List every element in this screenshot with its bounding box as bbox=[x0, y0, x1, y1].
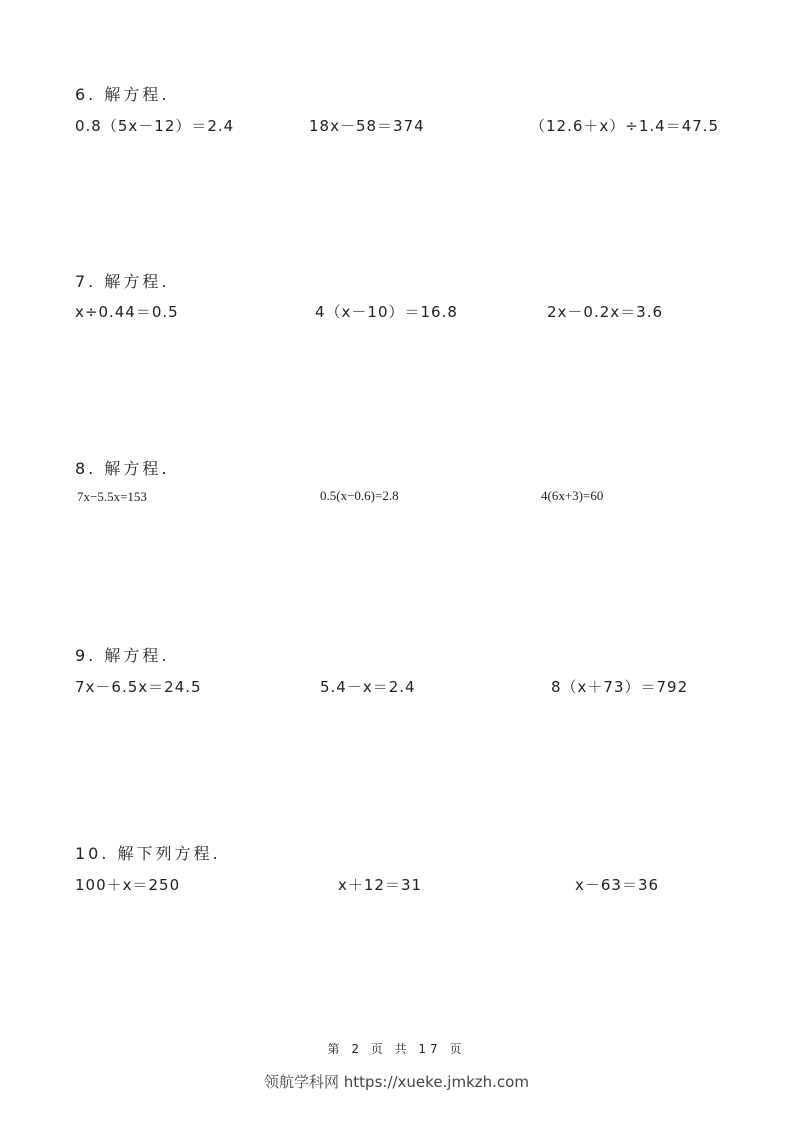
problem-8-equation-3: 4(6x+3)=60 bbox=[541, 488, 604, 503]
problem-8-heading: 8. 解方程. bbox=[75, 459, 170, 478]
problem-7-equation-3: 2x－0.2x＝3.6 bbox=[547, 303, 664, 321]
problem-9-equation-1: 7x－6.5x＝24.5 bbox=[75, 678, 202, 696]
problem-9-equation-3: 8（x＋73）＝792 bbox=[551, 678, 689, 696]
problem-7-equation-2: 4（x－10）＝16.8 bbox=[315, 303, 458, 321]
site-watermark: 领航学科网 https://xueke.jmkzh.com bbox=[264, 1073, 529, 1091]
problem-8-equation-1: 7x−5.5x=153 bbox=[77, 489, 147, 504]
problem-9-equation-2: 5.4－x＝2.4 bbox=[320, 678, 416, 696]
problem-9-heading: 9. 解方程. bbox=[75, 646, 170, 665]
page-number-footer: 第 2 页 共 17 页 bbox=[327, 1042, 466, 1056]
problem-10-heading: 10. 解下列方程. bbox=[75, 844, 221, 863]
problem-10-equation-3: x－63＝36 bbox=[575, 876, 660, 894]
problem-7-heading: 7. 解方程. bbox=[75, 272, 170, 291]
problem-6-heading: 6. 解方程. bbox=[75, 85, 170, 104]
problem-10-equation-1: 100＋x＝250 bbox=[75, 876, 181, 894]
problem-6-equation-1: 0.8（5x－12）＝2.4 bbox=[75, 117, 235, 135]
problem-10-equation-2: x＋12＝31 bbox=[338, 876, 423, 894]
problem-7-equation-1: x÷0.44＝0.5 bbox=[75, 303, 179, 321]
problem-8-equation-2: 0.5(x−0.6)=2.8 bbox=[320, 488, 399, 503]
problem-6-equation-3: （12.6＋x）÷1.4＝47.5 bbox=[530, 117, 720, 135]
problem-6-equation-2: 18x－58＝374 bbox=[309, 117, 425, 135]
